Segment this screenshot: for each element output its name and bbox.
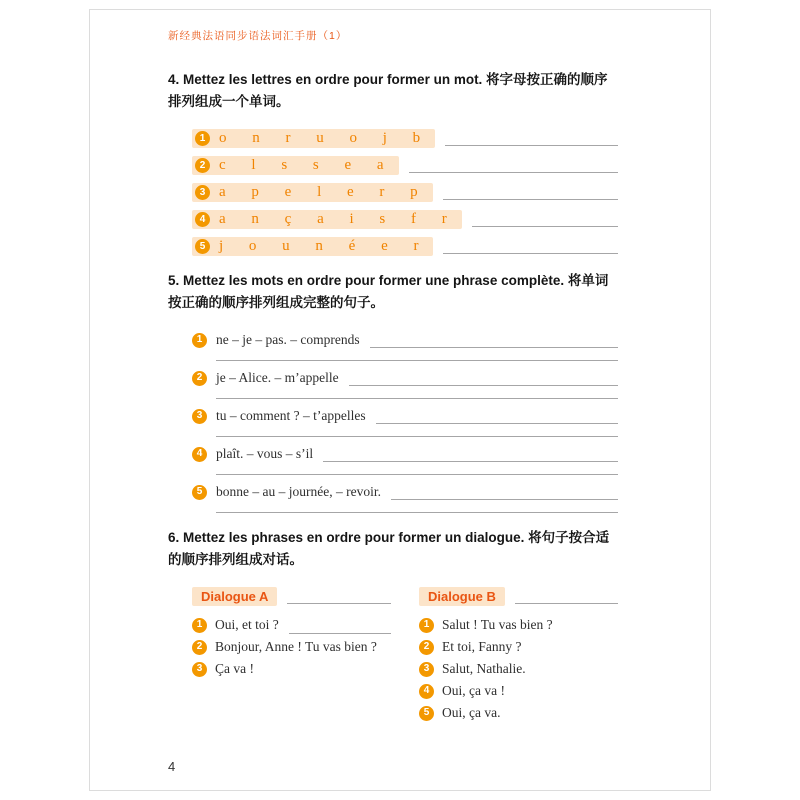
exercise5-item [192, 482, 618, 513]
answer-blank-full [216, 360, 618, 361]
exercise4-row [192, 210, 618, 229]
phrase-row [192, 444, 618, 464]
exercise4-row [192, 129, 618, 148]
dialogues [192, 587, 618, 724]
answer-blank [391, 499, 618, 500]
item-number-badge: 3 [419, 662, 434, 677]
answer-blank [287, 603, 391, 604]
scrambled-letters-box [192, 129, 435, 148]
phrase-row [192, 406, 618, 426]
exercise4-row [192, 237, 618, 256]
scrambled-letters: o n r u o j b [219, 130, 432, 146]
exercise5-item [192, 368, 618, 399]
answer-blank-full [216, 398, 618, 399]
item-number-badge: 2 [419, 640, 434, 655]
item-number-badge: 1 [419, 618, 434, 633]
answer-blank [376, 423, 618, 424]
dialogue-sentence: Ça va ! [215, 661, 254, 676]
phrase-row [192, 330, 618, 350]
exercise5-items [168, 330, 618, 513]
dialogue-sentence: Et toi, Fanny ? [442, 639, 522, 654]
item-number-badge: 3 [192, 662, 207, 677]
dialogue-item [192, 636, 391, 658]
dialogue-a-column [192, 587, 391, 724]
scrambled-letters: a n ç a i s f r [219, 211, 458, 227]
scrambled-words: tu – comment ? – t’appelles [216, 408, 366, 423]
answer-blank-full [216, 436, 618, 437]
item-number-badge: 2 [195, 158, 210, 173]
exercise4-items [168, 129, 618, 256]
dialogue-b-label: Dialogue B [419, 587, 505, 606]
exercise4-row [192, 183, 618, 202]
dialogue-sentence: Salut, Nathalie. [442, 661, 526, 676]
item-number-badge: 1 [192, 333, 207, 348]
answer-blank [443, 253, 618, 254]
answer-blank [323, 461, 618, 462]
item-number-badge: 1 [195, 131, 210, 146]
exercise6-title: 6. Mettez les phrases en ordre pour former un dialogue. 将句子按合适的顺序排列组成对话。 [168, 530, 610, 567]
book-page [89, 9, 711, 791]
item-number-badge: 3 [192, 409, 207, 424]
item-number-badge: 5 [192, 485, 207, 500]
item-number-badge: 4 [419, 684, 434, 699]
answer-blank [349, 385, 618, 386]
scrambled-words: plaît. – vous – s’il [216, 446, 314, 461]
scrambled-letters-box [192, 237, 433, 256]
phrase-row [192, 482, 618, 502]
scrambled-letters-box [192, 156, 399, 175]
item-number-badge: 3 [195, 185, 210, 200]
item-number-badge: 4 [192, 447, 207, 462]
item-number-badge: 1 [192, 618, 207, 633]
scrambled-words: bonne – au – journée, – revoir. [216, 484, 381, 499]
dialogue-item [419, 636, 618, 658]
exercise5-item [192, 444, 618, 475]
scrambled-letters-box [192, 183, 433, 202]
scrambled-letters: j o u n é e r [219, 238, 430, 254]
exercise5-title: 5. Mettez les mots en ordre pour former une phrase complète. 将单词按正确的顺序排列组成完整的句子。 [168, 273, 609, 310]
dialogue-sentence: Salut ! Tu vas bien ? [442, 617, 553, 632]
phrase-row [192, 368, 618, 388]
item-number-badge: 5 [195, 239, 210, 254]
item-number-badge: 2 [192, 640, 207, 655]
scrambled-words: ne – je – pas. – comprends [216, 332, 360, 347]
item-number-badge: 2 [192, 371, 207, 386]
scrambled-letters-box [192, 210, 462, 229]
dialogue-b-header [419, 587, 618, 606]
dialogue-a-label: Dialogue A [192, 587, 277, 606]
answer-blank [515, 603, 618, 604]
answer-blank [443, 199, 618, 200]
book-title-header: 新经典法语同步语法词汇手册（1） [168, 30, 348, 42]
answer-blank [472, 226, 618, 227]
dialogue-item [192, 614, 391, 636]
dialogue-a-header [192, 587, 391, 606]
dialogue-sentence: Oui, ça va. [442, 705, 501, 720]
exercise5-item [192, 330, 618, 361]
scrambled-letters: c l s s e a [219, 157, 395, 173]
answer-blank [409, 172, 618, 173]
dialogue-sentence: Bonjour, Anne ! Tu vas bien ? [215, 639, 377, 654]
answer-blank-full [216, 474, 618, 475]
scrambled-letters: a p e l e r p [219, 184, 429, 200]
dialogue-item [419, 680, 618, 702]
dialogue-item [419, 702, 618, 724]
answer-blank [289, 633, 391, 634]
exercise5-item [192, 406, 618, 437]
page-number: 4 [168, 759, 176, 774]
item-number-badge: 5 [419, 706, 434, 721]
dialogue-b-column [419, 587, 618, 724]
exercise4-row [192, 156, 618, 175]
exercise4-title: 4. Mettez les lettres en ordre pour former un mot. 将字母按正确的顺序排列组成一个单词。 [168, 72, 608, 109]
dialogue-item [192, 658, 391, 680]
dialogue-item [419, 614, 618, 636]
dialogue-item [419, 658, 618, 680]
answer-blank [445, 145, 618, 146]
dialogue-sentence: Oui, et toi ? [215, 617, 279, 632]
scrambled-words: je – Alice. – m’appelle [216, 370, 339, 385]
item-number-badge: 4 [195, 212, 210, 227]
answer-blank-full [216, 512, 618, 513]
dialogue-sentence: Oui, ça va ! [442, 683, 505, 698]
answer-blank [370, 347, 618, 348]
